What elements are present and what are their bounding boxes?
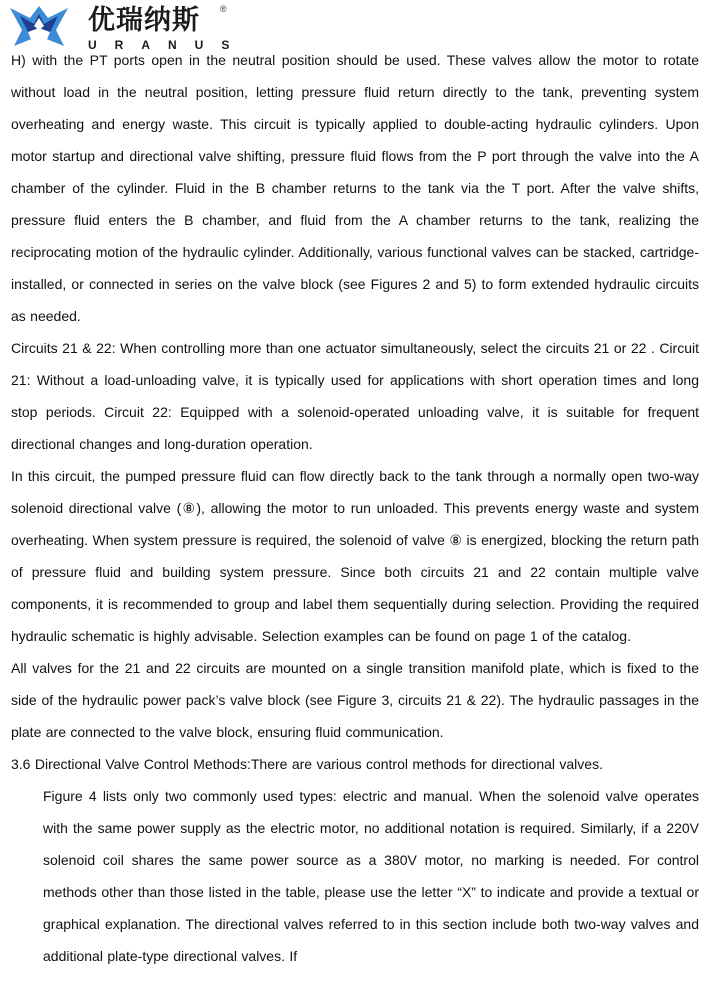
paragraph-unloading-valve: In this circuit, the pumped pressure fluid can flow directly back to the tank through a normally open two-way solenoid directional valve (⑧), allowing the motor to run unloaded. This prevents energy waste and system overheating. When system pressure is required, the solenoid of valve ⑧ is energized, blocking the return path of pressure fluid and building system pressure. Since both circuits 21 and 22 contain multiple valve components, it is recommended to group and label them sequentially during selection. Providing the required hydraulic schematic is highly advisable. Selection examples can be found on page 1 of the catalog. [11, 468, 699, 644]
brand-name-english: URANUS [88, 38, 248, 52]
section-heading-3-6: 3.6 Directional Valve Control Methods:There are various control methods for directional valves. [11, 756, 603, 772]
paragraph-control-methods: Figure 4 lists only two commonly used types: electric and manual. When the solenoid valve operates with the same power supply as the electric motor, no additional notation is required. Similarly, if a 220V solenoid coil shares the same power source as a 380V motor, no marking is needed. For control methods other than those listed in the table, please use the letter “X” to indicate and provide a textual or graphical explanation. The directional valves referred to in this section include both two-way valves and additional plate-type directional valves. If [43, 788, 699, 964]
paragraph-manifold-plate: All valves for the 21 and 22 circuits are mounted on a single transition manifold plate, which is fixed to the side of the hydraulic power pack’s valve block (see Figure 3, circuits 21 & 22). The hydraulic passages in the plate are connected to the valve block, ensuring fluid communication. [11, 660, 699, 740]
document-body [11, 44, 699, 972]
paragraph-neutral-position: H) with the PT ports open in the neutral position should be used. These valves allow the motor to rotate without load in the neutral position, letting pressure fluid return directly to the tank, preventing system overheating and energy waste. This circuit is typically applied to double-acting hydraulic cylinders. Upon motor startup and directional valve shifting, pressure fluid flows from the P port through the valve into the A chamber of the cylinder. Fluid in the B chamber returns to the tank via the T port. After the valve shifts, pressure fluid enters the B chamber, and fluid from the A chamber returns to the tank, realizing the reciprocating motion of the hydraulic cylinder. Additionally, various functional valves can be stacked, cartridge-installed, or connected in series on the valve block (see Figures 2 and 5) to form extended hydraulic circuits as needed. [11, 52, 699, 324]
brand-name-chinese: 优瑞纳斯 [88, 5, 200, 36]
registered-mark: ® [220, 4, 227, 14]
uranus-star-logo-icon [6, 2, 72, 50]
paragraph-circuits-21-22: Circuits 21 & 22: When controlling more than one actuator simultaneously, select the circuits 21 or 22 . Circuit 21: Without a load-unloading valve, it is typically used for applications with short operation times and long stop periods. Circuit 22: Equipped with a solenoid-operated unloading valve, it is suitable for frequent directional changes and long-duration operation. [11, 340, 699, 452]
